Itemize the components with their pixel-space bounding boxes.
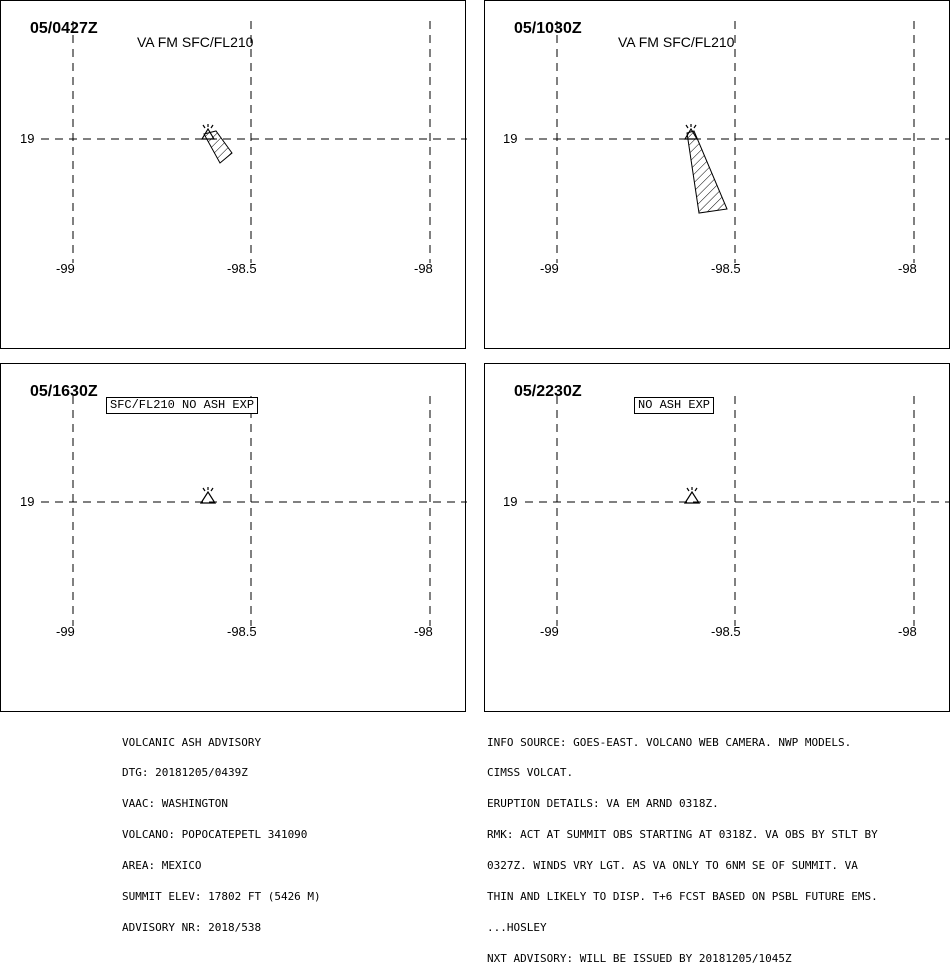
map-panel-3 (0, 363, 466, 712)
volcano-icon (201, 487, 215, 503)
latitude-label: 19 (20, 494, 35, 509)
advisory-line: THIN AND LIKELY TO DISP. T+6 FCST BASED ON PSBL FUTURE EMS. (487, 890, 878, 904)
panel-time: 05/0427Z (30, 20, 98, 37)
advisory-line: 0327Z. WINDS VRY LGT. AS VA ONLY TO 6NM SE OF SUMMIT. VA (487, 859, 858, 873)
panel-note: VA FM SFC/FL210 (618, 34, 735, 50)
advisory-line: SUMMIT ELEV: 17802 FT (5426 M) (122, 890, 321, 904)
latitude-label: 19 (503, 131, 518, 146)
ash-cloud-polygon (687, 131, 727, 213)
map-grid-3 (1, 364, 467, 713)
advisory-line: VOLCANO: POPOCATEPETL 341090 (122, 828, 308, 842)
advisory-line: VOLCANIC ASH ADVISORY (122, 735, 262, 749)
map-panel-1 (0, 0, 466, 349)
longitude-label: -98.5 (711, 261, 741, 276)
advisory-remarks-block (487, 717, 878, 974)
advisory-line: RMK: ACT AT SUMMIT OBS STARTING AT 0318Z. VA OBS BY STLT BY (487, 828, 878, 842)
map-grid-1 (1, 1, 467, 350)
map-panel-2 (484, 0, 950, 349)
latitude-label: 19 (503, 494, 518, 509)
panel-note-box: NO ASH EXP (634, 397, 714, 414)
advisory-line: VAAC: WASHINGTON (122, 797, 228, 811)
advisory-line: ERUPTION DETAILS: VA EM ARND 0318Z. (487, 797, 719, 811)
map-grid-4 (485, 364, 950, 713)
advisory-line: AREA: MEXICO (122, 859, 202, 873)
longitude-label: -98.5 (227, 261, 257, 276)
longitude-label: -98.5 (227, 624, 257, 639)
panel-time: 05/1630Z (30, 383, 98, 400)
latitude-label: 19 (20, 131, 35, 146)
longitude-label: -98 (414, 624, 433, 639)
longitude-label: -98 (898, 624, 917, 639)
longitude-label: -99 (56, 261, 75, 276)
ash-cloud-polygon (204, 131, 232, 163)
longitude-label: -98 (898, 261, 917, 276)
volcano-icon (685, 487, 699, 503)
advisory-line: NXT ADVISORY: WILL BE ISSUED BY 20181205/1045Z (487, 951, 792, 965)
longitude-label: -99 (540, 624, 559, 639)
advisory-line: DTG: 20181205/0439Z (122, 766, 248, 780)
longitude-label: -98.5 (711, 624, 741, 639)
panel-time: 05/1030Z (514, 20, 582, 37)
panel-note-box: SFC/FL210 NO ASH EXP (106, 397, 258, 414)
longitude-label: -99 (540, 261, 559, 276)
advisory-line: CIMSS VOLCAT. (487, 766, 574, 780)
advisory-line: ADVISORY NR: 2018/538 (122, 920, 262, 934)
longitude-label: -99 (56, 624, 75, 639)
map-panel-4 (484, 363, 950, 712)
advisory-header-block (122, 717, 321, 944)
map-grid-2 (485, 1, 950, 350)
advisory-line: ...HOSLEY (487, 920, 547, 934)
longitude-label: -98 (414, 261, 433, 276)
panel-time: 05/2230Z (514, 383, 582, 400)
panel-note: VA FM SFC/FL210 (137, 34, 254, 50)
advisory-line: INFO SOURCE: GOES-EAST. VOLCANO WEB CAMERA. NWP MODELS. (487, 735, 852, 749)
